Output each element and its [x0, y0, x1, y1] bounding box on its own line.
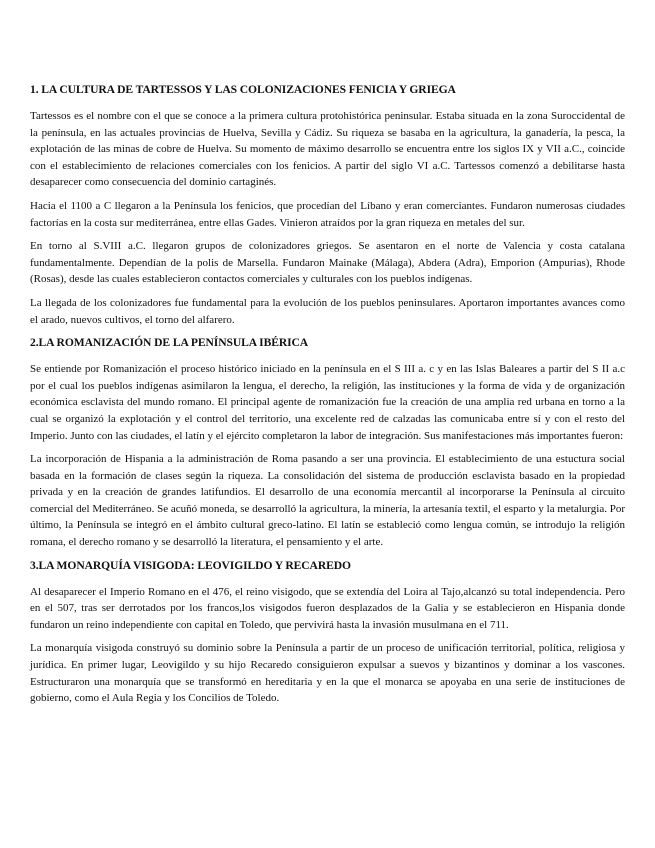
paragraph: Al desaparecer el Imperio Romano en el 476, el reino visigodo, que se extendía del Loira al Tajo,alcanzó su total independencia. Pero en el 507, tras ser derrotados por los francos,los visigodos fueron desplazados de la Galia y se establecieron en Hispania donde fundaron un reino independiente con capital en Toledo, que pervivirá hasta la invasión musulmana en el 711. — [30, 585, 625, 631]
section-heading: 2.LA ROMANIZACIÓN DE LA PENÍNSULA IBÉRICA — [30, 336, 309, 350]
paragraph: La llegada de los colonizadores fue fundamental para la evolución de los pueblos peninsulares. Aportaron importantes avances como el arado, nuevos cultivos, el torno del alfarero. — [30, 296, 625, 326]
paragraph: Hacia el 1100 a C llegaron a la Península los fenicios, que procedían del Líbano y eran comerciantes. Fundaron numerosas ciudades factorías en la costa sur mediterránea, entre ellas Gades. Vinieron atraídos por la gran riqueza en metales del sur. — [30, 199, 625, 229]
paragraph: Se entiende por Romanización el proceso histórico iniciado en la península en el S III a. c y en las Islas Baleares a partir del S II a.c por el cual los pueblos indígenas asimilaron la lengua, el derecho, la religión, las instituciones y la forma de vida y de organización económica esclavista del mundo romano. El principal agente de romanización fue la creación de una amplia red urbana en torno a la cual se organizó la explotación y el control del territorio, una excelente red de calzadas las comunicaba entre sí y con el resto del Imperio. Junto con las ciudades, el latín y el ejército completaron la labor de integración. Sus manifestaciones más importantes fueron: — [30, 363, 625, 442]
section-tartessos — [30, 82, 625, 328]
section-heading: 3.LA MONARQUÍA VISIGODA: LEOVIGILDO Y RECAREDO — [30, 558, 351, 572]
section-romanizacion — [30, 335, 625, 551]
section-heading: 1. LA CULTURA DE TARTESSOS Y LAS COLONIZACIONES FENICIA Y GRIEGA — [30, 83, 456, 96]
paragraph: En torno al S.VIII a.C. llegaron grupos de colonizadores griegos. Se asentaron en el norte de Valencia y costa catalana fundamentalmente. Dependían de la polis de Marsella. Fundaron Mainake (Málaga), Abdera (Adra), Emporion (Ampurias), Rhode (Rosas), desde las cuales establecieron contactos comerciales y culturales con los pueblos indígenas. — [30, 240, 625, 286]
paragraph: La monarquía visigoda construyó su dominio sobre la Península a partir de un proceso de unificación territorial, política, religiosa y jurídica. En primer lugar, Leovigildo y su hijo Recaredo consiguieron expulsar a suevos y bizantinos y dominar a los vascones. Estructuraron una monarquía que se transformó en hereditaria y en la que el monarca se apoyaba en una serie de instituciones de gobierno, como el Aula Regia y los Concilios de Toledo. — [30, 642, 625, 705]
paragraph: Tartessos es el nombre con el que se conoce a la primera cultura protohistórica peninsular. Estaba situada en la zona Suroccidental de la península, en las actuales provincias de Huelva, Sevilla y Cádiz. Su riqueza se basaba en la agricultura, la ganadería, la pesca, la explotación de las minas de cobre de Huelva. Su momento de máximo desarrollo se encuentra entre los siglos IX y VII a.C., coincide con el establecimiento de relaciones comerciales con los fenicios. A partir del siglo VI a.C. Tartessos comenzó a debilitarse hasta desaparecer como consecuencia del dominio cartaginés. — [30, 110, 625, 189]
section-monarquia-visigoda — [30, 558, 625, 707]
paragraph: La incorporación de Hispania a la administración de Roma pasando a ser una provincia. El establecimiento de una estuctura social basada en la formación de clases según la riqueza. La consolidación del sistema de producción esclavista basado en la propiedad privada y en la creación de grandes latifundios. El desarrollo de una economía mercantil al incorporarse la Península al circuito comercial del Mediterráneo. Se acuñó moneda, se desarrolló la agricultura, la minería, la artesanía textil, el esparto y la metalurgia. Por último, la Península se integró en el ámbito cultural greco-latino. El latín se estableció como lengua común, se introdujo la religión romana, el derecho romano y se desarrolló la literatura, el pensamiento y el arte. — [30, 453, 625, 549]
